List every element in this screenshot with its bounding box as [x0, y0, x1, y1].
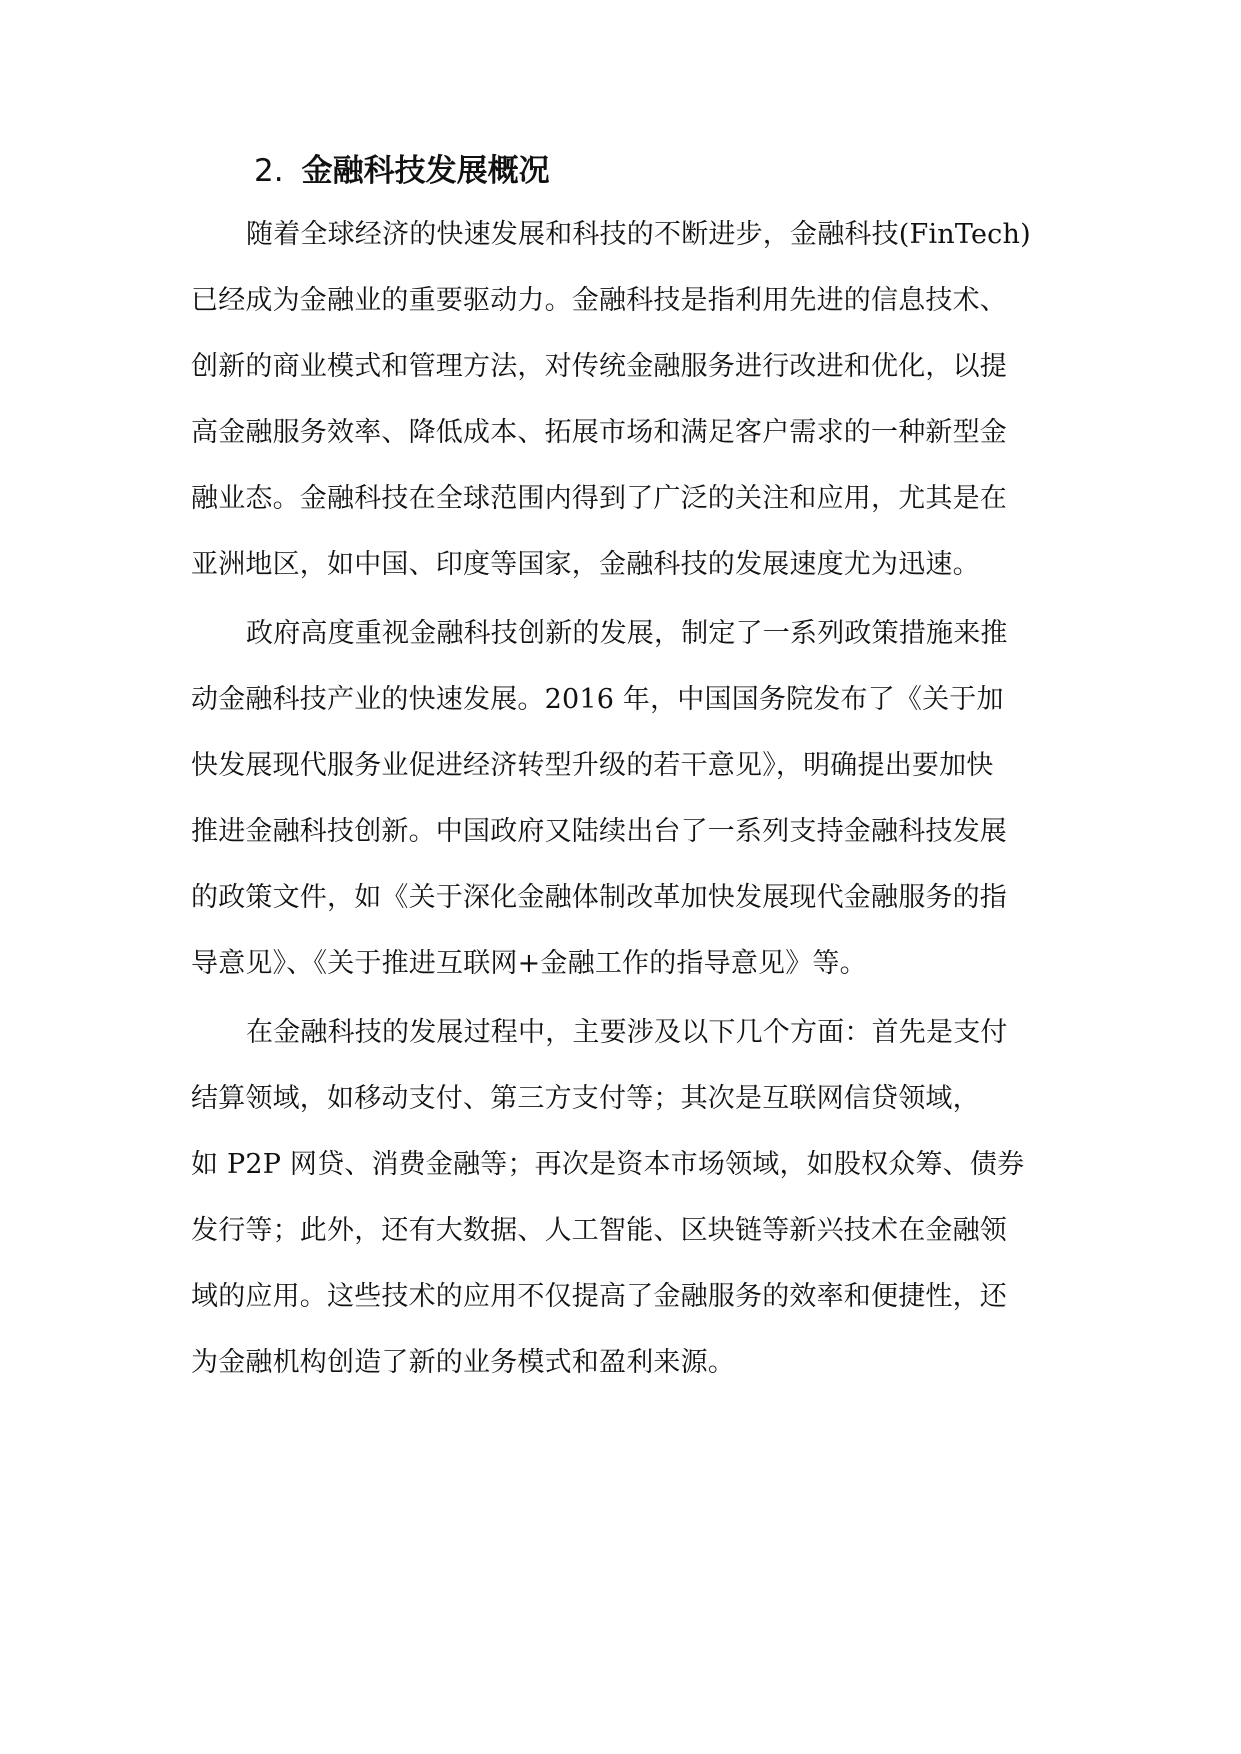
paragraph-1-line-1: 随着全球经济的快速发展和科技的不断进步，金融科技(FinTech) [246, 219, 1031, 250]
paragraph-2-line-6: 导意见》、《关于推进互联网+金融工作的指导意见》等。 [191, 948, 867, 979]
section-heading [254, 148, 550, 194]
paragraph-1-line-4: 高金融服务效率、降低成本、拓展市场和满足客户需求的一种新型金 [191, 417, 1007, 448]
section-title: 金融科技发展概况 [301, 153, 550, 189]
paragraph-3-line-1: 在金融科技的发展过程中，主要涉及以下几个方面：首先是支付 [246, 1017, 1008, 1048]
paragraph-3-line-3: 如 P2P 网贷、消费金融等；再次是资本市场领域，如股权众筹、债券 [191, 1149, 1025, 1180]
paragraph-1-line-6: 亚洲地区，如中国、印度等国家，金融科技的发展速度尤为迅速。 [191, 549, 980, 580]
paragraph-3-line-5: 域的应用。这些技术的应用不仅提高了金融服务的效率和便捷性，还 [191, 1281, 1007, 1312]
paragraph-2-line-5: 的政策文件，如《关于深化金融体制改革加快发展现代金融服务的指 [191, 882, 1007, 913]
paragraph-3-line-4: 发行等；此外，还有大数据、人工智能、区块链等新兴技术在金融领 [191, 1215, 1007, 1246]
section-number: 2. [254, 153, 284, 189]
paragraph-1-line-2: 已经成为金融业的重要驱动力。金融科技是指利用先进的信息技术、 [191, 285, 1007, 316]
paragraph-3-line-6: 为金融机构创造了新的业务模式和盈利来源。 [191, 1347, 735, 1378]
paragraph-2-line-2: 动金融科技产业的快速发展。2016 年，中国国务院发布了《关于加 [191, 684, 1004, 715]
paragraph-2-line-1: 政府高度重视金融科技创新的发展，制定了一系列政策措施来推 [246, 618, 1008, 649]
paragraph-2-line-3: 快发展现代服务业促进经济转型升级的若干意见》，明确提出要加快 [191, 750, 994, 781]
paragraph-3-line-2: 结算领域，如移动支付、第三方支付等；其次是互联网信贷领域， [191, 1083, 980, 1114]
paragraph-1-line-5: 融业态。金融科技在全球范围内得到了广泛的关注和应用，尤其是在 [191, 483, 1007, 514]
paragraph-2-line-4: 推进金融科技创新。中国政府又陆续出台了一系列支持金融科技发展 [191, 816, 1007, 847]
paragraph-1-line-3: 创新的商业模式和管理方法，对传统金融服务进行改进和优化，以提 [191, 351, 1007, 382]
